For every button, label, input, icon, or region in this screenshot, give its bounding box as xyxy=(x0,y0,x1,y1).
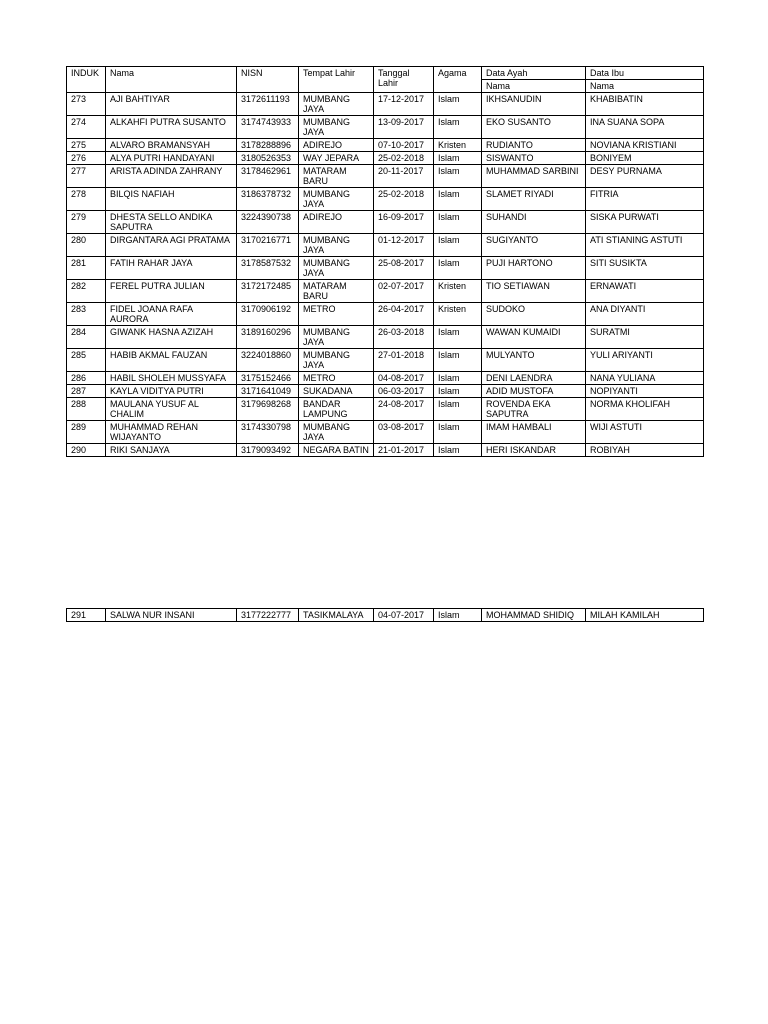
header-ayah-nama: Nama xyxy=(482,80,586,93)
cell-nama-ibu: ATI STIANING ASTUTI xyxy=(586,234,704,257)
table-row xyxy=(67,372,704,385)
cell-tempat-lahir: MUMBANG JAYA xyxy=(299,349,374,372)
cell-agama: Kristen xyxy=(434,280,482,303)
cell-nama-ibu: SITI SUSIKTA xyxy=(586,257,704,280)
cell-nama: GIWANK HASNA AZIZAH xyxy=(106,326,237,349)
cell-induk: 274 xyxy=(67,116,106,139)
cell-agama: Islam xyxy=(434,211,482,234)
cell-nama: DHESTA SELLO ANDIKA SAPUTRA xyxy=(106,211,237,234)
table-row xyxy=(67,165,704,188)
cell-nisn: 3172172485 xyxy=(237,280,299,303)
cell-tanggal-lahir: 16-09-2017 xyxy=(374,211,434,234)
table-row xyxy=(67,152,704,165)
header-tempat-lahir: Tempat Lahir xyxy=(299,67,374,93)
header-tanggal-lahir: Tanggal Lahir xyxy=(374,67,434,93)
cell-tanggal-lahir: 26-03-2018 xyxy=(374,326,434,349)
cell-agama: Islam xyxy=(434,93,482,116)
cell-nama: BILQIS NAFIAH xyxy=(106,188,237,211)
cell-agama: Islam xyxy=(434,152,482,165)
cell-agama: Islam xyxy=(434,116,482,139)
cell-tempat-lahir: MUMBANG JAYA xyxy=(299,257,374,280)
cell-nama: HABIL SHOLEH MUSSYAFA xyxy=(106,372,237,385)
cell-nisn: 3174330798 xyxy=(237,421,299,444)
student-table-continued xyxy=(66,608,704,622)
cell-induk: 276 xyxy=(67,152,106,165)
table-row xyxy=(67,257,704,280)
cell-nama: MAULANA YUSUF AL CHALIM xyxy=(106,398,237,421)
cell-nama-ibu: DESY PURNAMA xyxy=(586,165,704,188)
cell-agama: Islam xyxy=(434,188,482,211)
cell-tempat-lahir: MUMBANG JAYA xyxy=(299,188,374,211)
cell-tempat-lahir: MUMBANG JAYA xyxy=(299,326,374,349)
cell-tanggal-lahir: 04-08-2017 xyxy=(374,372,434,385)
cell-nama-ibu: FITRIA xyxy=(586,188,704,211)
cell-nisn: 3179093492 xyxy=(237,444,299,457)
cell-tempat-lahir: MUMBANG JAYA xyxy=(299,421,374,444)
cell-tanggal-lahir: 06-03-2017 xyxy=(374,385,434,398)
table-row xyxy=(67,280,704,303)
cell-nama-ayah: TIO SETIAWAN xyxy=(482,280,586,303)
cell-induk: 283 xyxy=(67,303,106,326)
cell-nisn: 3178288896 xyxy=(237,139,299,152)
table-row xyxy=(67,234,704,257)
table-row xyxy=(67,398,704,421)
cell-tempat-lahir: NEGARA BATIN xyxy=(299,444,374,457)
cell-tanggal-lahir: 25-02-2018 xyxy=(374,152,434,165)
cell-nama-ayah: SUHANDI xyxy=(482,211,586,234)
cell-tanggal-lahir: 17-12-2017 xyxy=(374,93,434,116)
student-table xyxy=(66,66,704,457)
cell-tempat-lahir: MUMBANG JAYA xyxy=(299,93,374,116)
cell-tempat-lahir: METRO xyxy=(299,372,374,385)
table-row xyxy=(67,303,704,326)
table-row xyxy=(67,139,704,152)
cell-nama: RIKI SANJAYA xyxy=(106,444,237,457)
header-data-ayah: Data Ayah xyxy=(482,67,586,80)
cell-agama: Islam xyxy=(434,234,482,257)
cell-nisn: 3175152466 xyxy=(237,372,299,385)
cell-nama-ayah: IMAM HAMBALI xyxy=(482,421,586,444)
cell-nisn: 3224018860 xyxy=(237,349,299,372)
cell-nama-ibu: NANA YULIANA xyxy=(586,372,704,385)
cell-tempat-lahir: METRO xyxy=(299,303,374,326)
cell-nama-ibu: ERNAWATI xyxy=(586,280,704,303)
cell-nisn: 3178462961 xyxy=(237,165,299,188)
cell-induk: 281 xyxy=(67,257,106,280)
cell-nama-ibu: WIJI ASTUTI xyxy=(586,421,704,444)
cell-nama: KAYLA VIDITYA PUTRI xyxy=(106,385,237,398)
cell-nama-ayah: SUGIYANTO xyxy=(482,234,586,257)
cell-tanggal-lahir: 02-07-2017 xyxy=(374,280,434,303)
cell-nama-ayah: SLAMET RIYADI xyxy=(482,188,586,211)
cell-nama-ayah: SUDOKO xyxy=(482,303,586,326)
cell-tempat-lahir: MUMBANG JAYA xyxy=(299,234,374,257)
cell-tanggal-lahir: 01-12-2017 xyxy=(374,234,434,257)
cell-nama-ibu: NOVIANA KRISTIANI xyxy=(586,139,704,152)
cell-agama: Islam xyxy=(434,398,482,421)
cell-nama-ibu: MILAH KAMILAH xyxy=(586,609,704,622)
cell-nama-ibu: KHABIBATIN xyxy=(586,93,704,116)
cell-agama: Islam xyxy=(434,609,482,622)
cell-tanggal-lahir: 25-08-2017 xyxy=(374,257,434,280)
cell-nama-ibu: SISKA PURWATI xyxy=(586,211,704,234)
cell-agama: Islam xyxy=(434,421,482,444)
table-row xyxy=(67,421,704,444)
cell-induk: 284 xyxy=(67,326,106,349)
cell-nama-ayah: SISWANTO xyxy=(482,152,586,165)
cell-agama: Islam xyxy=(434,257,482,280)
cell-nama-ayah: HERI ISKANDAR xyxy=(482,444,586,457)
cell-nama: FIDEL JOANA RAFA AURORA xyxy=(106,303,237,326)
cell-induk: 287 xyxy=(67,385,106,398)
cell-nama: FATIH RAHAR JAYA xyxy=(106,257,237,280)
cell-nama-ibu: ROBIYAH xyxy=(586,444,704,457)
cell-tempat-lahir: ADIREJO xyxy=(299,139,374,152)
cell-tempat-lahir: TASIKMALAYA xyxy=(299,609,374,622)
table-row xyxy=(67,609,704,622)
cell-tanggal-lahir: 03-08-2017 xyxy=(374,421,434,444)
cell-nisn: 3170216771 xyxy=(237,234,299,257)
table-row xyxy=(67,93,704,116)
cell-tempat-lahir: MATARAM BARU xyxy=(299,280,374,303)
header-nisn: NISN xyxy=(237,67,299,93)
cell-nama-ayah: ROVENDA EKA SAPUTRA xyxy=(482,398,586,421)
header-induk: INDUK xyxy=(67,67,106,93)
table-row xyxy=(67,326,704,349)
cell-induk: 282 xyxy=(67,280,106,303)
cell-nama: ARISTA ADINDA ZAHRANY xyxy=(106,165,237,188)
cell-nisn: 3180526353 xyxy=(237,152,299,165)
cell-nama: FEREL PUTRA JULIAN xyxy=(106,280,237,303)
cell-agama: Kristen xyxy=(434,303,482,326)
cell-nama-ayah: MUHAMMAD SARBINI xyxy=(482,165,586,188)
cell-nisn: 3224390738 xyxy=(237,211,299,234)
cell-induk: 278 xyxy=(67,188,106,211)
table-row xyxy=(67,349,704,372)
cell-agama: Islam xyxy=(434,444,482,457)
table-row xyxy=(67,385,704,398)
cell-tanggal-lahir: 27-01-2018 xyxy=(374,349,434,372)
cell-agama: Islam xyxy=(434,385,482,398)
cell-tempat-lahir: SUKADANA xyxy=(299,385,374,398)
cell-nama-ayah: MOHAMMAD SHIDIQ xyxy=(482,609,586,622)
cell-tempat-lahir: ADIREJO xyxy=(299,211,374,234)
cell-nama-ayah: IKHSANUDIN xyxy=(482,93,586,116)
cell-nisn: 3186378732 xyxy=(237,188,299,211)
cell-agama: Islam xyxy=(434,165,482,188)
cell-nama: AJI BAHTIYAR xyxy=(106,93,237,116)
cell-tempat-lahir: BANDAR LAMPUNG xyxy=(299,398,374,421)
cell-nama: DIRGANTARA AGI PRATAMA xyxy=(106,234,237,257)
cell-tanggal-lahir: 21-01-2017 xyxy=(374,444,434,457)
cell-induk: 275 xyxy=(67,139,106,152)
cell-agama: Islam xyxy=(434,349,482,372)
cell-nama: ALKAHFI PUTRA SUSANTO xyxy=(106,116,237,139)
cell-tanggal-lahir: 25-02-2018 xyxy=(374,188,434,211)
cell-tanggal-lahir: 20-11-2017 xyxy=(374,165,434,188)
cell-nama-ayah: DENI LAENDRA xyxy=(482,372,586,385)
cell-nama-ayah: MULYANTO xyxy=(482,349,586,372)
cell-induk: 277 xyxy=(67,165,106,188)
cell-nisn: 3170906192 xyxy=(237,303,299,326)
cell-induk: 279 xyxy=(67,211,106,234)
cell-tanggal-lahir: 07-10-2017 xyxy=(374,139,434,152)
table-row xyxy=(67,444,704,457)
cell-nama-ibu: NORMA KHOLIFAH xyxy=(586,398,704,421)
cell-agama: Islam xyxy=(434,372,482,385)
cell-nama-ibu: YULI ARIYANTI xyxy=(586,349,704,372)
cell-nama-ibu: INA SUANA SOPA xyxy=(586,116,704,139)
cell-nisn: 3177222777 xyxy=(237,609,299,622)
table-header-row xyxy=(67,67,704,80)
cell-tempat-lahir: WAY JEPARA xyxy=(299,152,374,165)
cell-induk: 273 xyxy=(67,93,106,116)
cell-nama-ayah: PUJI HARTONO xyxy=(482,257,586,280)
cell-induk: 291 xyxy=(67,609,106,622)
cell-agama: Islam xyxy=(434,326,482,349)
cell-nama: HABIB AKMAL FAUZAN xyxy=(106,349,237,372)
cell-nama: MUHAMMAD REHAN WIJAYANTO xyxy=(106,421,237,444)
cell-induk: 285 xyxy=(67,349,106,372)
cell-nama-ayah: WAWAN KUMAIDI xyxy=(482,326,586,349)
cell-tempat-lahir: MUMBANG JAYA xyxy=(299,116,374,139)
cell-nama-ibu: SURATMI xyxy=(586,326,704,349)
cell-nisn: 3189160296 xyxy=(237,326,299,349)
cell-agama: Kristen xyxy=(434,139,482,152)
cell-induk: 288 xyxy=(67,398,106,421)
header-ibu-nama: Nama xyxy=(586,80,704,93)
cell-nama: ALYA PUTRI HANDAYANI xyxy=(106,152,237,165)
cell-nisn: 3171641049 xyxy=(237,385,299,398)
cell-nama-ayah: RUDIANTO xyxy=(482,139,586,152)
cell-nama: ALVARO BRAMANSYAH xyxy=(106,139,237,152)
cell-tanggal-lahir: 13-09-2017 xyxy=(374,116,434,139)
cell-tanggal-lahir: 04-07-2017 xyxy=(374,609,434,622)
cell-induk: 286 xyxy=(67,372,106,385)
cell-nama: SALWA NUR INSANI xyxy=(106,609,237,622)
cell-tanggal-lahir: 26-04-2017 xyxy=(374,303,434,326)
table-row xyxy=(67,211,704,234)
cell-induk: 290 xyxy=(67,444,106,457)
cell-nama-ibu: NOPIYANTI xyxy=(586,385,704,398)
header-agama: Agama xyxy=(434,67,482,93)
header-nama: Nama xyxy=(106,67,237,93)
cell-nisn: 3179698268 xyxy=(237,398,299,421)
table-row xyxy=(67,116,704,139)
cell-tempat-lahir: MATARAM BARU xyxy=(299,165,374,188)
cell-induk: 289 xyxy=(67,421,106,444)
cell-nisn: 3174743933 xyxy=(237,116,299,139)
cell-nama-ibu: BONIYEM xyxy=(586,152,704,165)
cell-nisn: 3172611193 xyxy=(237,93,299,116)
cell-nama-ayah: EKO SUSANTO xyxy=(482,116,586,139)
header-data-ibu: Data Ibu xyxy=(586,67,704,80)
cell-nisn: 3178587532 xyxy=(237,257,299,280)
cell-nama-ibu: ANA DIYANTI xyxy=(586,303,704,326)
cell-tanggal-lahir: 24-08-2017 xyxy=(374,398,434,421)
table-row xyxy=(67,188,704,211)
cell-nama-ayah: ADID MUSTOFA xyxy=(482,385,586,398)
cell-induk: 280 xyxy=(67,234,106,257)
